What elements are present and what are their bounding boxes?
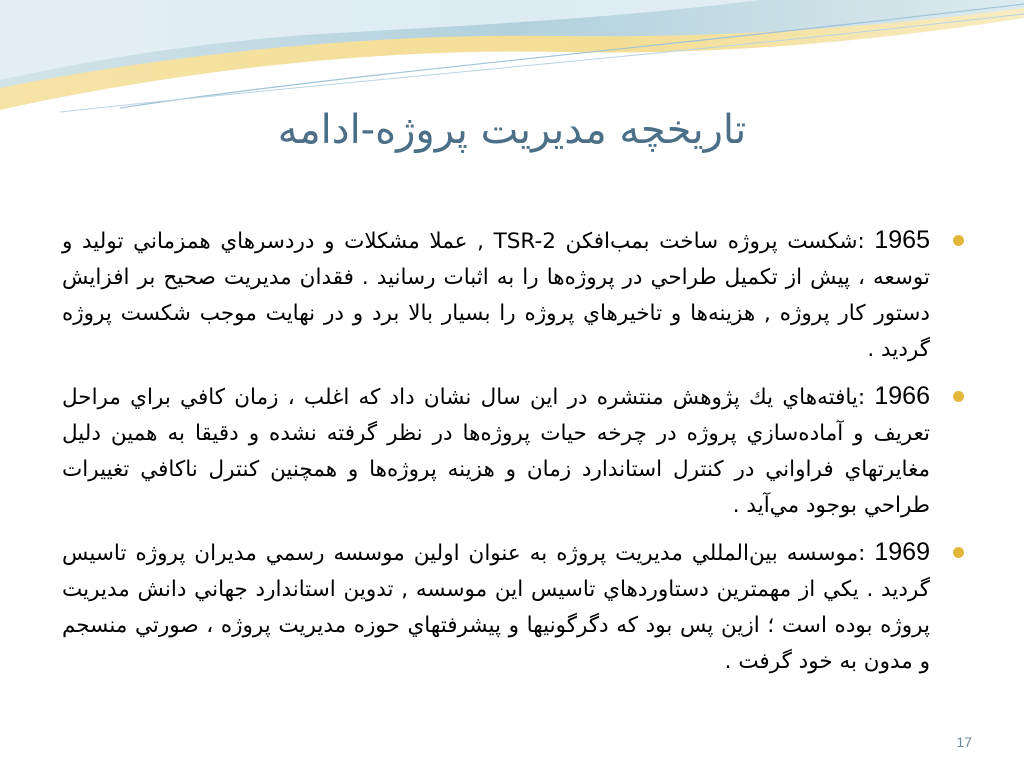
bullet-text: :موسسه بين‌المللي مديريت پروژه به عنوان اولين موسسه رسمي مديران پروژه تاسيس گرديد . يكي از مهمترين دستاوردهاي تاسيس اين موسسه , تدوين استاندارد جهاني دانش مديريت پروژه بوده است ؛ ازين پس بود كه دگرگونيها و پيشرفتهاي حوزه مديريت پروژه ، صورتي منسجم و مدون به خود گرفت .: [62, 541, 930, 674]
slide-title: تاريخچه مديريت پروژه-ادامه: [277, 107, 747, 153]
bullet-item: [62, 378, 964, 524]
bullet-year: 1966: [874, 382, 930, 410]
bullet-text: :يافته‌هاي يك پژوهش منتشره در اين سال نشان داد كه اغلب ، زمان كافي براي مراحل تعريف و آماده‌سازي پروژه در چرخه حيات پروژه‌ها در نظر گرفته نشده و دقيقا به همين دليل مغايرتهاي فراواني در كنترل استاندارد زمان و هزينه پروژه‌ها و همچنين كنترل ناكافي تغييرات طراحي بوجود مي‌آيد .: [62, 385, 930, 518]
bullet-item: [62, 534, 964, 680]
bullet-dot-icon: [953, 547, 964, 558]
bullet-text: :شكست پروژه ساخت بمب‌افكن TSR-2 , عملا مشكلات و دردسرهاي همزماني توليد و توسعه ، پيش از تكميل طراحي در پروژه‌ها را به اثبات رسانيد . فقدان مديريت صحيح بر افزايش دستور كار پروژه , هزينه‌ها و تاخيرهاي پروژه را بسيار بالا برد و در نهايت موجب شكست پروژه گرديد .: [62, 229, 930, 362]
bullet-year: 1965: [874, 226, 930, 254]
bullet-dot-icon: [953, 235, 964, 246]
bullet-dot-icon: [953, 391, 964, 402]
bullet-year: 1969: [874, 538, 930, 566]
bullet-list: [62, 222, 964, 690]
bullet-item: [62, 222, 964, 368]
page-number: 17: [956, 734, 972, 750]
